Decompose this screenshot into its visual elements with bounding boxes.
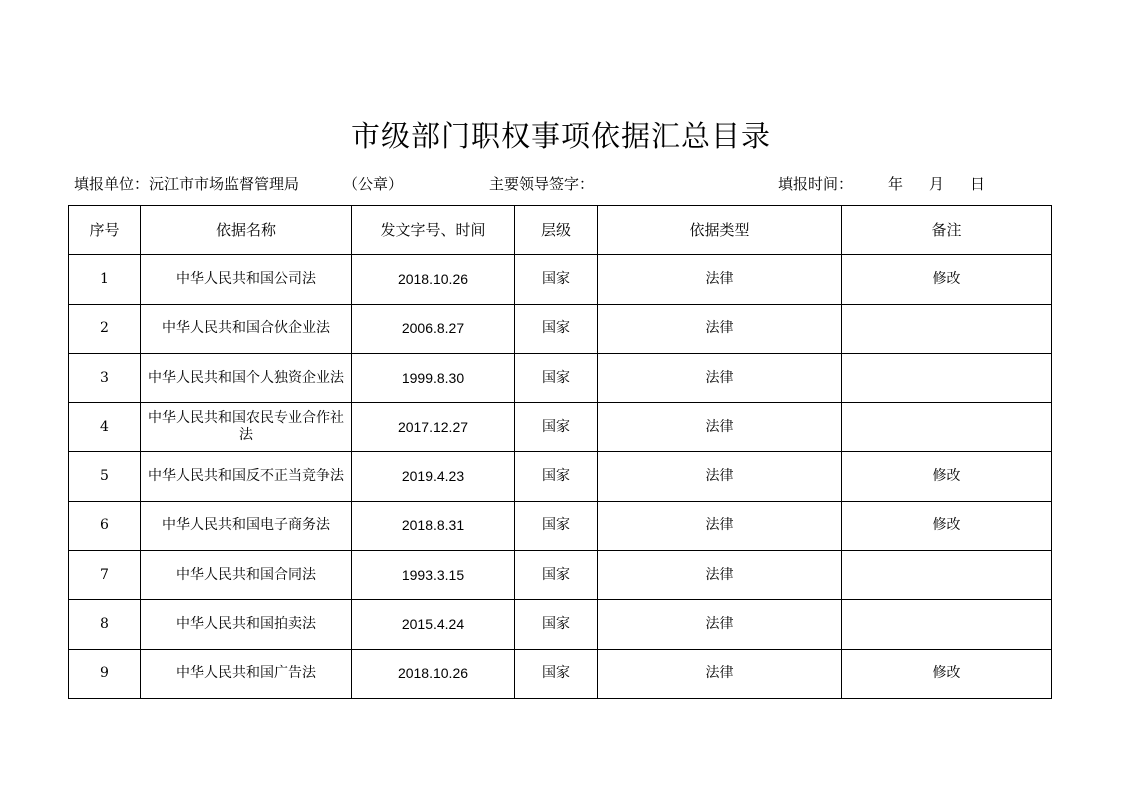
row-basis-type: 法律 xyxy=(598,255,842,304)
table-row xyxy=(69,600,1052,649)
row-basis-name: 中华人民共和国个人独资企业法 xyxy=(141,353,352,402)
row-serial: 7 xyxy=(69,551,141,600)
table-row xyxy=(69,649,1052,698)
signature-label: 主要领导签字： xyxy=(489,175,595,193)
month-label: 月 xyxy=(929,175,945,193)
row-remark xyxy=(842,304,1052,353)
row-basis-name: 中华人民共和国反不正当竞争法 xyxy=(141,452,352,501)
row-serial: 6 xyxy=(69,501,141,550)
row-remark xyxy=(842,403,1052,452)
row-basis-name: 中华人民共和国电子商务法 xyxy=(141,501,352,550)
row-remark: 修改 xyxy=(842,255,1052,304)
row-remark xyxy=(842,600,1052,649)
table-row xyxy=(69,452,1052,501)
row-basis-type: 法律 xyxy=(598,501,842,550)
fill-time-label: 填报时间： xyxy=(778,175,854,193)
row-date: 1993.3.15 xyxy=(352,551,515,600)
row-date: 2019.4.23 xyxy=(352,452,515,501)
row-basis-type: 法律 xyxy=(598,649,842,698)
row-serial: 1 xyxy=(69,255,141,304)
row-serial: 9 xyxy=(69,649,141,698)
header-serial: 序号 xyxy=(69,206,141,255)
row-basis-name: 中华人民共和国合伙企业法 xyxy=(141,304,352,353)
basis-table xyxy=(68,205,1052,699)
row-basis-name: 中华人民共和国合同法 xyxy=(141,551,352,600)
row-date: 2015.4.24 xyxy=(352,600,515,649)
row-basis-name: 中华人民共和国公司法 xyxy=(141,255,352,304)
header-level: 层级 xyxy=(515,206,598,255)
row-level: 国家 xyxy=(515,501,598,550)
row-level: 国家 xyxy=(515,255,598,304)
header-document-number-date: 发文字号、时间 xyxy=(352,206,515,255)
row-basis-type: 法律 xyxy=(598,304,842,353)
row-basis-type: 法律 xyxy=(598,353,842,402)
row-serial: 2 xyxy=(69,304,141,353)
row-level: 国家 xyxy=(515,353,598,402)
row-basis-type: 法律 xyxy=(598,551,842,600)
table-row xyxy=(69,403,1052,452)
row-level: 国家 xyxy=(515,551,598,600)
row-remark xyxy=(842,353,1052,402)
row-level: 国家 xyxy=(515,403,598,452)
row-serial: 3 xyxy=(69,353,141,402)
row-level: 国家 xyxy=(515,304,598,353)
row-remark: 修改 xyxy=(842,501,1052,550)
table-row xyxy=(69,353,1052,402)
row-date: 2006.8.27 xyxy=(352,304,515,353)
row-remark: 修改 xyxy=(842,452,1052,501)
row-date: 2018.10.26 xyxy=(352,255,515,304)
row-basis-type: 法律 xyxy=(598,600,842,649)
table-row xyxy=(69,255,1052,304)
header-basis-name: 依据名称 xyxy=(141,206,352,255)
row-basis-type: 法律 xyxy=(598,403,842,452)
row-date: 2018.8.31 xyxy=(352,501,515,550)
row-serial: 5 xyxy=(69,452,141,501)
row-basis-name: 中华人民共和国广告法 xyxy=(141,649,352,698)
header-remarks: 备注 xyxy=(842,206,1052,255)
year-label: 年 xyxy=(888,175,904,193)
row-date: 1999.8.30 xyxy=(352,353,515,402)
row-serial: 4 xyxy=(69,403,141,452)
unit-label: 填报单位：沅江市市场监督管理局 xyxy=(74,175,300,193)
table-header-row xyxy=(69,206,1052,255)
row-level: 国家 xyxy=(515,649,598,698)
row-date: 2017.12.27 xyxy=(352,403,515,452)
header-basis-type: 依据类型 xyxy=(598,206,842,255)
table-row xyxy=(69,304,1052,353)
table-row xyxy=(69,551,1052,600)
row-serial: 8 xyxy=(69,600,141,649)
row-basis-name: 中华人民共和国农民专业合作社法 xyxy=(141,403,352,452)
table-row xyxy=(69,501,1052,550)
day-label: 日 xyxy=(970,175,986,193)
row-date: 2018.10.26 xyxy=(352,649,515,698)
row-remark xyxy=(842,551,1052,600)
row-level: 国家 xyxy=(515,600,598,649)
seal-label: （公章） xyxy=(343,175,404,193)
row-remark: 修改 xyxy=(842,649,1052,698)
row-level: 国家 xyxy=(515,452,598,501)
document-title: 市级部门职权事项依据汇总目录 xyxy=(350,119,771,153)
row-basis-name: 中华人民共和国拍卖法 xyxy=(141,600,352,649)
row-basis-type: 法律 xyxy=(598,452,842,501)
